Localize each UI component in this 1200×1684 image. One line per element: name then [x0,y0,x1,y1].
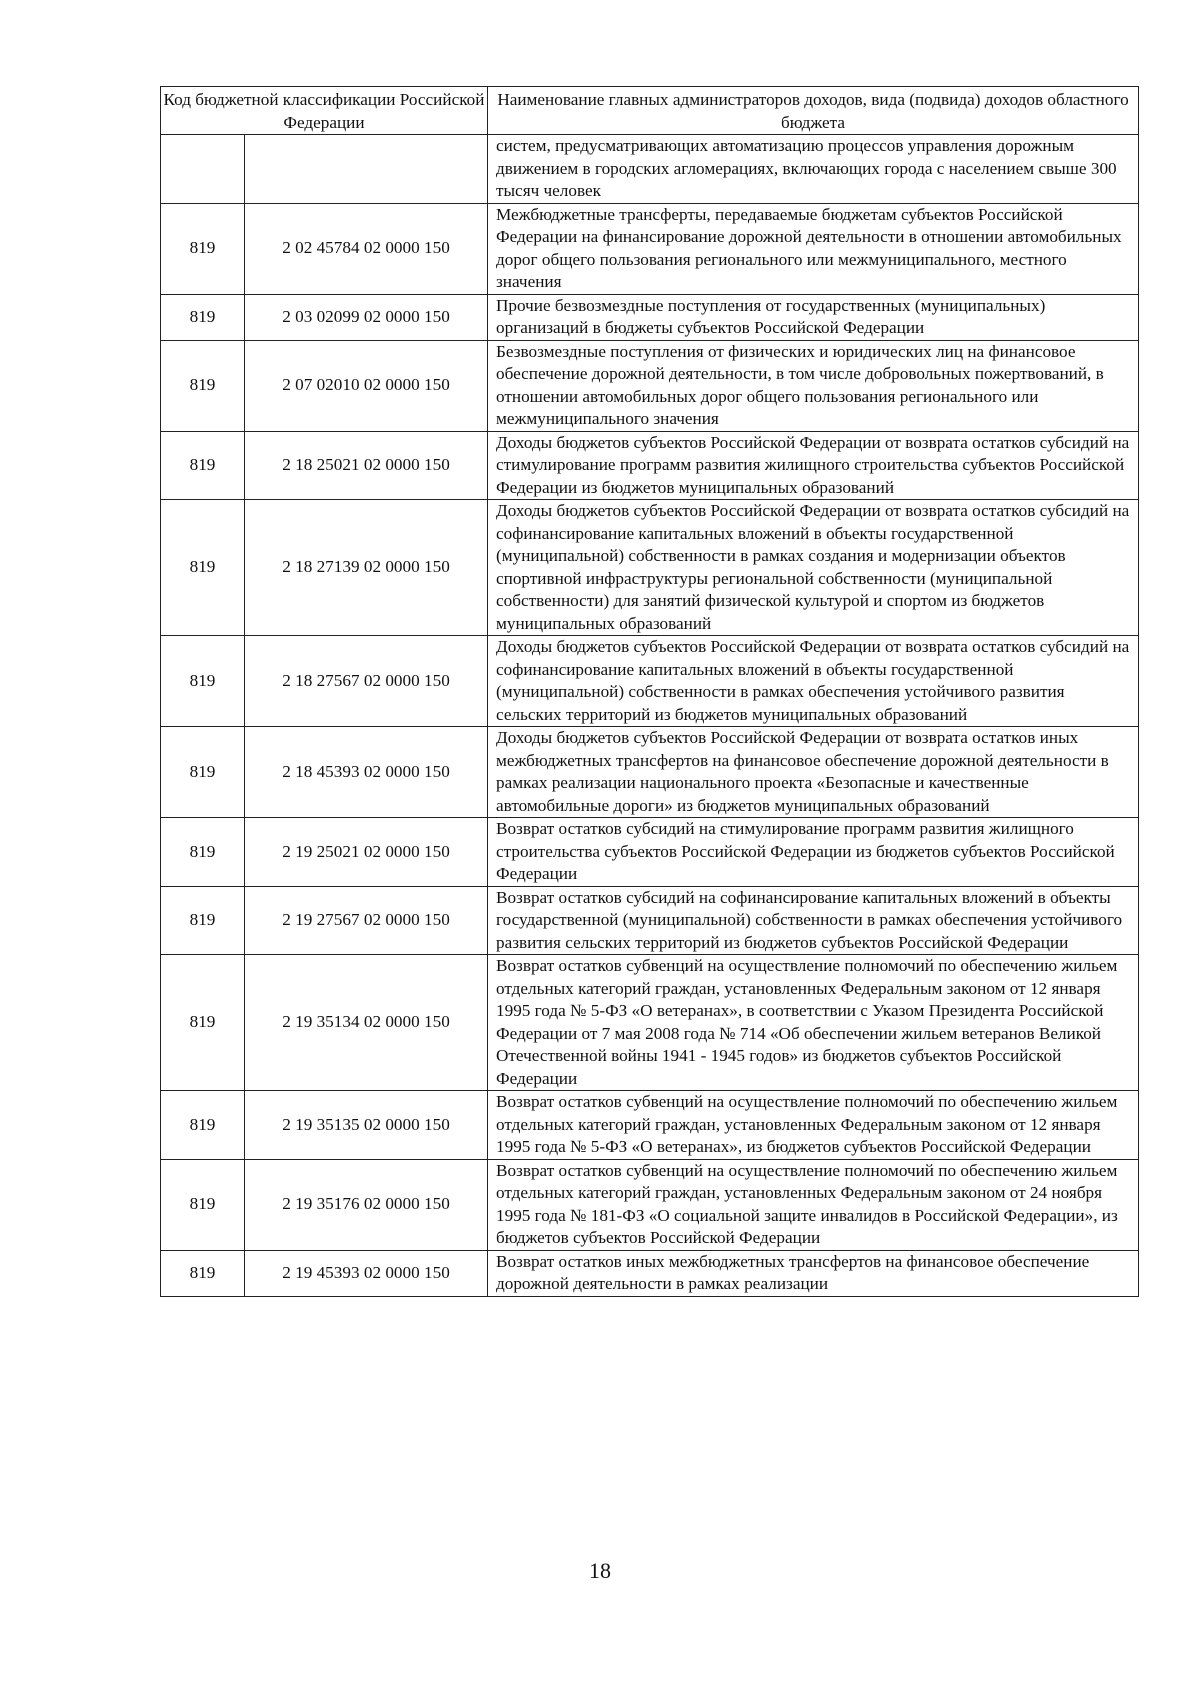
admin-code-cell: 819 [161,203,245,294]
budget-code-cell: 2 18 27139 02 0000 150 [245,500,488,636]
budget-classification-table [160,86,1139,1297]
admin-code-cell: 819 [161,818,245,887]
budget-code-cell: 2 07 02010 02 0000 150 [245,340,488,431]
table-row [161,727,1139,818]
admin-code-cell: 819 [161,431,245,500]
table-row [161,955,1139,1091]
admin-code-cell: 819 [161,1250,245,1296]
income-name-cell: Возврат остатков субвенций на осуществление полномочий по обеспечению жильем отдельных категорий граждан, установленных Федеральным законом от 12 января 1995 года № 5-ФЗ «О ветеранах», из бюджетов субъектов Российской Федерации [488,1091,1139,1160]
income-name-cell: Доходы бюджетов субъектов Российской Федерации от возврата остатков иных межбюджетных трансфертов на финансовое обеспечение дорожной деятельности в рамках реализации национального проекта «Безопасные и качественные автомобильные дороги» из бюджетов муниципальных образований [488,727,1139,818]
admin-code-cell: 819 [161,955,245,1091]
income-name-cell: Возврат остатков иных межбюджетных трансфертов на финансовое обеспечение дорожной деятельности в рамках реализации [488,1250,1139,1296]
income-name-cell: Доходы бюджетов субъектов Российской Федерации от возврата остатков субсидий на стимулирование программ развития жилищного строительства субъектов Российской Федерации из бюджетов муниципальных образований [488,431,1139,500]
income-name-cell: Безвозмездные поступления от физических и юридических лиц на финансовое обеспечение дорожной деятельности, в том числе добровольных пожертвований, в отношении автомобильных дорог общего пользования регионального или межмуниципального значения [488,340,1139,431]
budget-code-cell: 2 18 25021 02 0000 150 [245,431,488,500]
income-name-cell: Возврат остатков субвенций на осуществление полномочий по обеспечению жильем отдельных категорий граждан, установленных Федеральным законом от 12 января 1995 года № 5-ФЗ «О ветеранах», в соответствии с Указом Президента Российской Федерации от 7 мая 2008 года № 714 «Об обеспечении жильем ветеранов Великой Отечественной войны 1941 - 1945 годов» из бюджетов субъектов Российской Федерации [488,955,1139,1091]
table-row [161,636,1139,727]
budget-code-cell: 2 02 45784 02 0000 150 [245,203,488,294]
table-row [161,818,1139,887]
table-row [161,500,1139,636]
admin-code-cell: 819 [161,340,245,431]
table-header-row [161,87,1139,135]
admin-code-cell: 819 [161,886,245,955]
admin-code-cell [161,135,245,204]
admin-code-cell: 819 [161,727,245,818]
table-row [161,135,1139,204]
table-row [161,431,1139,500]
budget-code-cell [245,135,488,204]
income-name-cell: Возврат остатков субвенций на осуществление полномочий по обеспечению жильем отдельных категорий граждан, установленных Федеральным законом от 24 ноября 1995 года № 181-ФЗ «О социальной защите инвалидов в Российской Федерации», из бюджетов субъектов Российской Федерации [488,1159,1139,1250]
income-name-cell: Возврат остатков субсидий на софинансирование капитальных вложений в объекты государственной (муниципальной) собственности в рамках обеспечения устойчивого развития сельских территорий из бюджетов субъектов Российской Федерации [488,886,1139,955]
header-code-classification: Код бюджетной классификации Российской Федерации [161,87,488,135]
budget-code-cell: 2 19 35134 02 0000 150 [245,955,488,1091]
table-row [161,340,1139,431]
table-row [161,886,1139,955]
table-row [161,1250,1139,1296]
income-name-cell: Возврат остатков субсидий на стимулирование программ развития жилищного строительства субъектов Российской Федерации из бюджетов субъектов Российской Федерации [488,818,1139,887]
table-row [161,203,1139,294]
income-name-cell: Прочие безвозмездные поступления от государственных (муниципальных) организаций в бюджеты субъектов Российской Федерации [488,294,1139,340]
table-row [161,1159,1139,1250]
budget-code-cell: 2 19 45393 02 0000 150 [245,1250,488,1296]
income-name-cell: Доходы бюджетов субъектов Российской Федерации от возврата остатков субсидий на софинансирование капитальных вложений в объекты государственной (муниципальной) собственности в рамках создания и модернизации объектов спортивной инфраструктуры региональной собственности (муниципальной собственности) для занятий физической культурой и спортом из бюджетов муниципальных образований [488,500,1139,636]
income-name-cell: систем, предусматривающих автоматизацию процессов управления дорожным движением в городских агломерациях, включающих города с населением свыше 300 тысяч человек [488,135,1139,204]
table-body [161,135,1139,1297]
admin-code-cell: 819 [161,1159,245,1250]
income-name-cell: Доходы бюджетов субъектов Российской Федерации от возврата остатков субсидий на софинансирование капитальных вложений в объекты государственной (муниципальной) собственности в рамках обеспечения устойчивого развития сельских территорий из бюджетов муниципальных образований [488,636,1139,727]
page-number: 18 [589,1558,611,1583]
admin-code-cell: 819 [161,500,245,636]
budget-code-cell: 2 19 35135 02 0000 150 [245,1091,488,1160]
header-admin-name: Наименование главных администраторов доходов, вида (подвида) доходов областного бюджета [488,87,1139,135]
budget-code-cell: 2 03 02099 02 0000 150 [245,294,488,340]
budget-code-cell: 2 19 35176 02 0000 150 [245,1159,488,1250]
admin-code-cell: 819 [161,1091,245,1160]
admin-code-cell: 819 [161,636,245,727]
budget-code-cell: 2 18 45393 02 0000 150 [245,727,488,818]
admin-code-cell: 819 [161,294,245,340]
table-row [161,294,1139,340]
budget-code-cell: 2 19 27567 02 0000 150 [245,886,488,955]
budget-code-cell: 2 19 25021 02 0000 150 [245,818,488,887]
budget-code-cell: 2 18 27567 02 0000 150 [245,636,488,727]
table-row [161,1091,1139,1160]
income-name-cell: Межбюджетные трансферты, передаваемые бюджетам субъектов Российской Федерации на финансирование дорожной деятельности в отношении автомобильных дорог общего пользования регионального или межмуниципального, местного значения [488,203,1139,294]
